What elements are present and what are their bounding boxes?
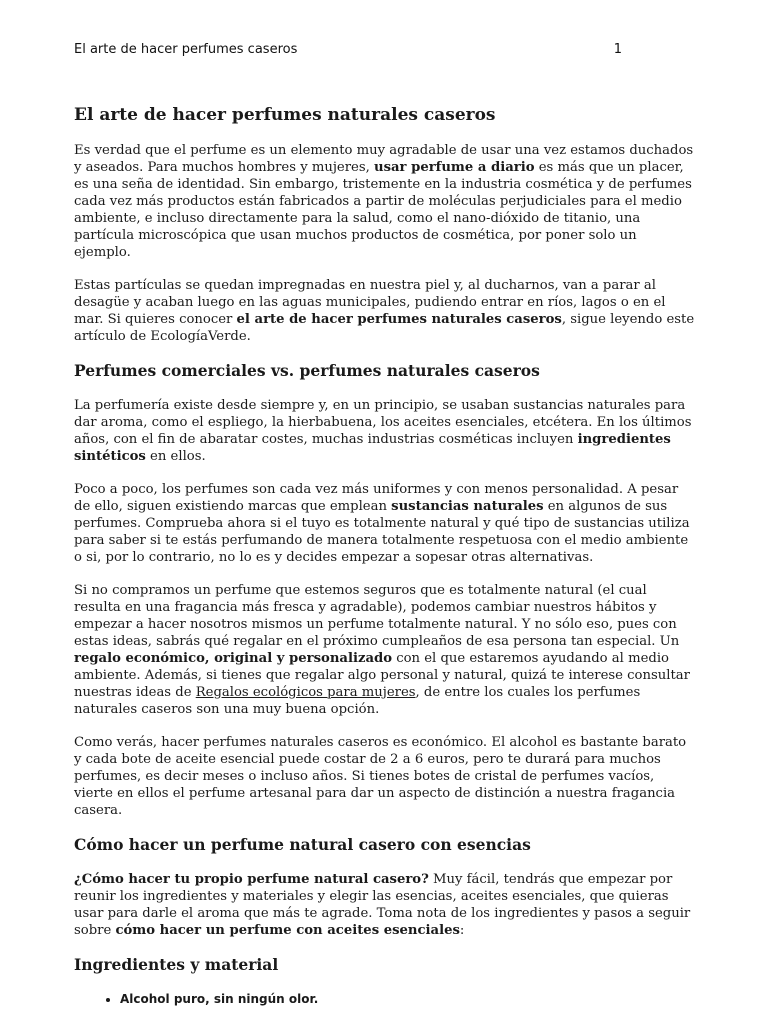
paragraph-economico: Como verás, hacer perfumes naturales caseros es económico. El alcohol es bastante barato y cada bote de aceite esencial puede costar de 2 a 6 euros, pero te durará para muchos perfumes, es decir meses o incluso años. Si tienes botes de cristal de perfumes vacíos, vierte en ellos el perfume artesanal para dar un aspecto de distinción a nuestra fragancia casera. [74, 735, 687, 818]
page-number: 1 [613, 42, 622, 57]
bold-phrase: cómo hacer un perfume con aceites esenciales [115, 923, 460, 938]
paragraph-poco-a-poco: Poco a poco, los perfumes son cada vez más uniformes y con menos personalidad. A pesar de ello, siguen existiendo marcas que emplean sustancias naturales en algunos de sus perfumes. Comprueba ahora si el tuyo es totalmente natural y qué tipo de sustancias utiliza para saber si te estás perfumando de manera totalmente respetuosa con el medio ambiente o si, por lo contrario, no lo es y decides empezar a sopesar otras alternativas. [74, 482, 690, 565]
bold-phrase: sustancias naturales [391, 499, 544, 514]
paragraph-como-hacer: ¿Cómo hacer tu propio perfume natural casero? Muy fácil, tendrás que empezar por reunir los ingredientes y materiales y elegir las esencias, aceites esenciales, que quieras usar para darle el aroma que más te agrade. Toma nota de los ingredientes y pasos a seguir sobre cómo hacer un perfume con aceites esenciales: [74, 872, 691, 938]
section-heading-comerciales: Perfumes comerciales vs. perfumes naturales caseros [74, 361, 540, 380]
page-header [74, 42, 622, 57]
document-body [74, 104, 696, 1007]
bold-phrase: usar perfume a diario [374, 160, 535, 175]
bold-phrase: regalo económico, original y personalizado [74, 651, 393, 666]
paragraph-intro: Es verdad que el perfume es un elemento muy agradable de usar una vez estamos duchados y aseados. Para muchos hombres y mujeres, usar perfume a diario es más que un placer, es una seña de identidad. Sin embargo, tristemente en la industria cosmética y de perfumes cada vez más productos están fabricados a partir de moléculas perjudiciales para el medio ambiente, e incluso directamente para la salud, como el nano-dióxido de titanio, una partícula microscópica que usan muchos productos de cosmética, por poner solo un ejemplo. [74, 143, 694, 260]
paragraph-particles: Estas partículas se quedan impregnadas en nuestra piel y, al ducharnos, van a parar al desagüe y acaban luego en las aguas municipales, pudiendo entrar en ríos, lagos o en el mar. Si quieres conocer el arte de hacer perfumes naturales caseros, sigue leyendo este artículo de EcologíaVerde. [74, 278, 695, 344]
bold-phrase: el arte de hacer perfumes naturales caseros [236, 312, 562, 327]
paragraph-regalo: Si no compramos un perfume que estemos seguros que es totalmente natural (el cual resulta en una fragancia más fresca y agradable), podemos cambiar nuestros hábitos y empezar a hacer nosotros mismos un perfume totalmente natural. Y no sólo eso, pues con estas ideas, sabrás qué regalar en el próximo cumpleaños de esa persona tan especial. Un regalo económico, original y personalizado con el que estaremos ayudando al medio ambiente. Además, si tienes que regalar algo personal y natural, quizá te interese consultar nuestras ideas de Regalos ecológicos para mujeres, de entre los cuales los perfumes naturales caseros son una muy buena opción. [74, 583, 690, 717]
paragraph-perfumeria: La perfumería existe desde siempre y, en un principio, se usaban sustancias naturales para dar aroma, como el espliego, la hierbabuena, los aceites esenciales, etcétera. En los últimos años, con el fin de abaratar costes, muchas industrias cosméticas incluyen ingredientes sintéticos en ellos. [74, 398, 692, 464]
article-title: El arte de hacer perfumes naturales caseros [74, 105, 496, 125]
ingredients-list [74, 991, 696, 1007]
list-item: • Alcohol puro, sin ningún olor. [120, 991, 696, 1007]
section-heading-esencias: Cómo hacer un perfume natural casero con esencias [74, 835, 531, 854]
bold-phrase: ingredientes sintéticos [74, 432, 671, 464]
header-title: El arte de hacer perfumes caseros [74, 42, 298, 57]
link-regalos-ecologicos[interactable]: Regalos ecológicos para mujeres [195, 685, 416, 700]
section-heading-ingredientes: Ingredientes y material [74, 955, 279, 974]
bold-phrase: ¿Cómo hacer tu propio perfume natural casero? [74, 872, 429, 887]
